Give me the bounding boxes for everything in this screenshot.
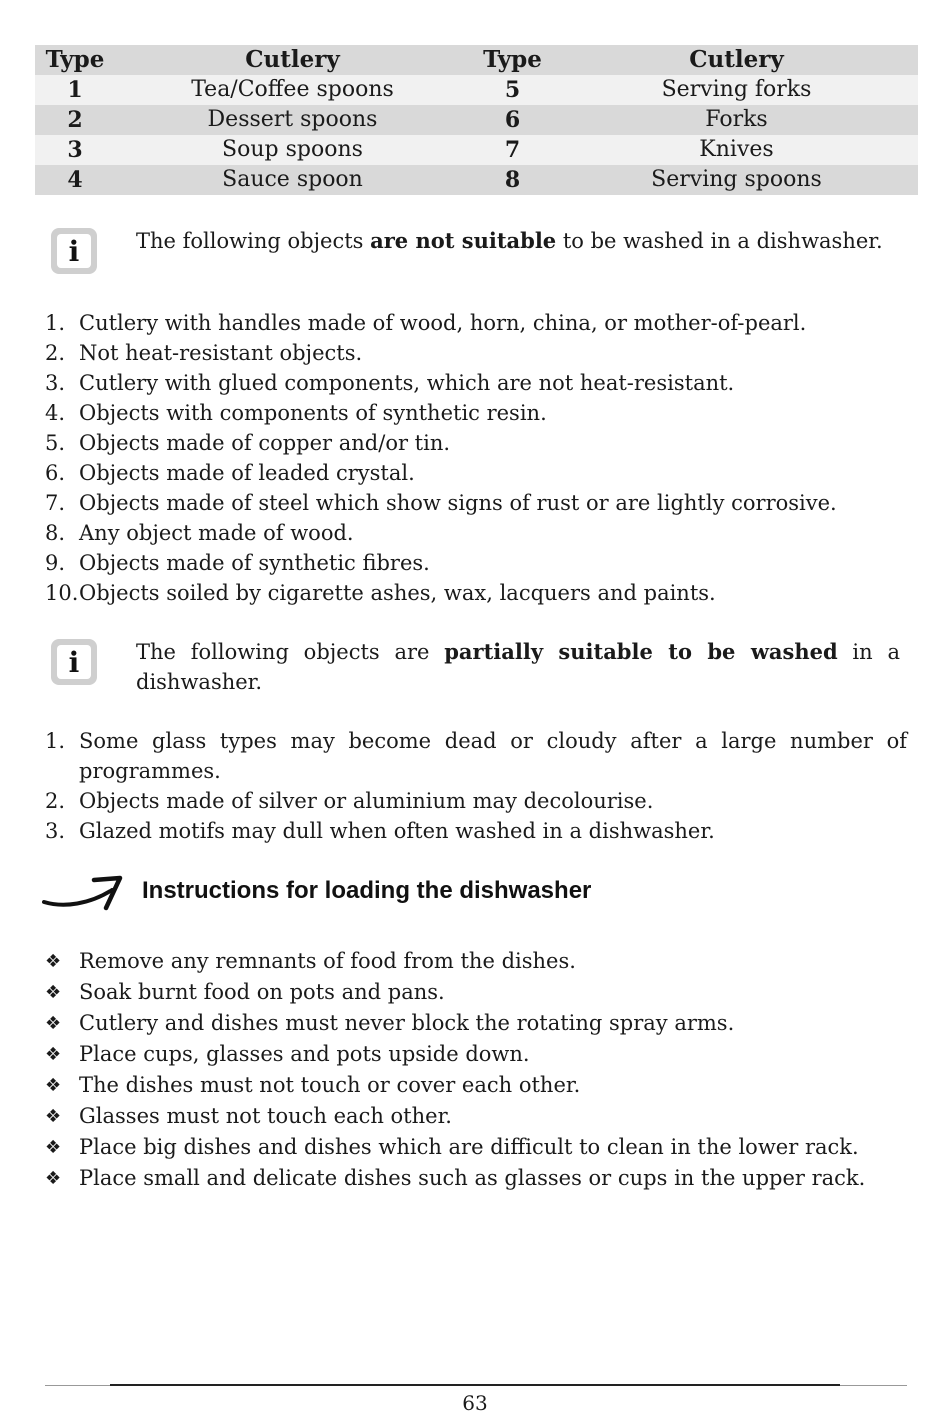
bullet-icon: ❖ [45,1137,62,1158]
note-text: The following objects [136,229,371,253]
list-item: ❖ Soak burnt food on pots and pans. [45,977,907,1008]
cutlery-cell: Sauce spoon [222,167,363,192]
page-number: 63 [462,1391,488,1415]
header-cutlery: Cutlery [245,46,340,73]
list-item: 1. Cutlery with handles made of wood, horn, china, or mother-of-pearl. [45,311,807,335]
table-header-row [35,45,918,75]
list-item: 3. Glazed motifs may dull when often washed in a dishwasher. [45,819,715,843]
note-text: The following objects are [136,640,445,664]
list-item: ❖ Glasses must not touch each other. [45,1101,907,1132]
list-item: ❖ Place cups, glasses and pots upside down. [45,1039,907,1070]
cutlery-type-table [35,45,918,195]
cutlery-cell: Serving spoons [651,167,822,192]
cutlery-cell: Forks [705,107,768,132]
bullet-icon: ❖ [45,1044,62,1065]
list-item: ❖ Remove any remnants of food from the dishes. [45,946,907,977]
list-item: 10. Objects soiled by cigarette ashes, wax, lacquers and paints. [45,581,716,605]
not-suitable-list [45,308,907,608]
partially-suitable-list [45,726,907,846]
list-item: 1. Some glass types may become dead or cloudy after a large number of programmes. [45,729,907,783]
type-cell: 5 [504,77,521,103]
note-emphasis: partially suitable to be washed [444,639,838,664]
bullet-icon: ❖ [45,982,62,1003]
list-item: 4. Objects with components of synthetic resin. [45,401,547,425]
list-item: 6. Objects made of leaded crystal. [45,461,415,485]
note-emphasis: are not suitable [370,228,557,253]
section-heading: Instructions for loading the dishwasher [142,877,592,904]
header-cutlery: Cutlery [689,46,784,73]
list-item: ❖ The dishes must not touch or cover each other. [45,1070,907,1101]
footer-divider [110,1384,840,1386]
cutlery-cell: Tea/Coffee spoons [191,77,394,102]
list-item: 5. Objects made of copper and/or tin. [45,431,451,455]
type-cell: 8 [504,167,521,193]
table-row [35,165,918,195]
note-text: in a dishwasher. [136,640,900,694]
bullet-icon: ❖ [45,1168,62,1189]
info-icon: i [51,228,97,274]
table-row [35,105,918,135]
table-row [35,135,918,165]
cutlery-cell: Soup spoons [222,137,363,162]
bullet-icon: ❖ [45,1075,62,1096]
list-item: ❖ Cutlery and dishes must never block the rotating spray arms. [45,1008,907,1039]
header-type: Type [483,46,542,73]
loading-instructions-list [45,946,907,1194]
note-partially-suitable [136,637,900,697]
table-row [35,75,918,105]
list-item: 9. Objects made of synthetic fibres. [45,551,430,575]
list-item: 8. Any object made of wood. [45,521,354,545]
bullet-icon: ❖ [45,951,62,972]
arrow-icon [42,872,124,918]
bullet-icon: ❖ [45,1106,62,1127]
bullet-icon: ❖ [45,1013,62,1034]
list-item: 2. Objects made of silver or aluminium may decolourise. [45,789,654,813]
type-cell: 3 [67,137,83,163]
type-cell: 6 [504,107,521,133]
list-item: 7. Objects made of steel which show signs of rust or are lightly corrosive. [45,491,837,515]
type-cell: 4 [67,167,83,193]
note-text: to be washed in a dishwasher. [556,229,883,253]
list-item: ❖ Place big dishes and dishes which are difficult to clean in the lower rack. [45,1132,907,1163]
type-cell: 2 [67,107,83,133]
header-type: Type [45,46,105,73]
info-icon: i [51,639,97,685]
cutlery-cell: Serving forks [661,77,812,102]
type-cell: 1 [67,77,83,103]
note-not-suitable [136,226,900,256]
cutlery-cell: Dessert spoons [207,107,378,132]
list-item: 2. Not heat-resistant objects. [45,341,363,365]
list-item: 3. Cutlery with glued components, which are not heat-resistant. [45,371,735,395]
type-cell: 7 [504,137,521,163]
cutlery-cell: Knives [699,137,774,162]
list-item: ❖ Place small and delicate dishes such as glasses or cups in the upper rack. [45,1163,907,1194]
